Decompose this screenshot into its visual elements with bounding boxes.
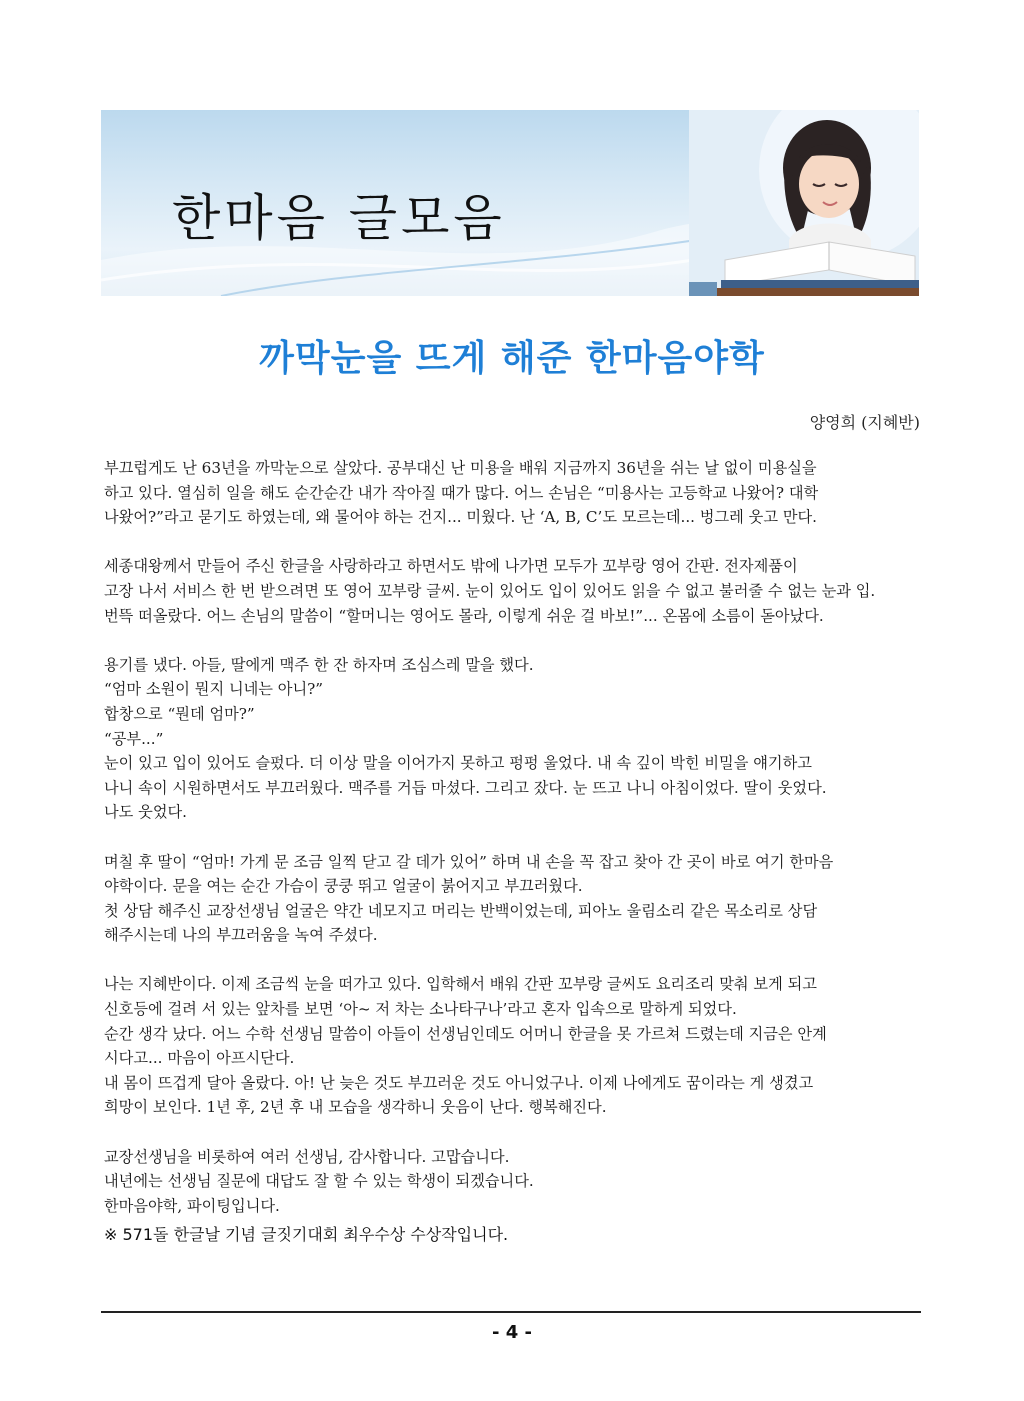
text-line: 첫 상담 해주신 교장선생님 얼굴은 약간 네모지고 머리는 반백이었는데, 피아노 울림소리 같은 목소리로 상담 — [104, 901, 818, 920]
text-line: 세종대왕께서 만들어 주신 한글을 사랑하라고 하면서도 밖에 나가면 모두가 꼬부랑 영어 간판. 전자제품이 — [104, 557, 798, 576]
text-line: 나왔어?”라고 묻기도 하였는데, 왜 물어야 하는 건지... 미웠다. 난 ‘A, B, C’도 모르는데... 벙그레 웃고 만다. — [104, 508, 817, 527]
text-line: 신호등에 걸려 서 있는 앞차를 보면 ‘아~ 저 차는 소나타구나’라고 혼자 입속으로 말하게 되었다. — [104, 1000, 737, 1019]
text-line: “엄마 소원이 뭔지 니네는 아니?” — [104, 680, 324, 699]
page-number: - 4 - — [492, 1322, 532, 1343]
author-byline: 양영희 (지혜반) — [809, 413, 920, 432]
paragraph — [104, 653, 926, 825]
text-line: 나니 속이 시원하면서도 부끄러웠다. 맥주를 거듭 마셨다. 그리고 잤다. 눈 뜨고 나니 아침이었다. 딸이 웃었다. — [104, 778, 827, 797]
text-line: 해주시는데 나의 부끄러움을 녹여 주셨다. — [104, 926, 378, 945]
text-line: 내년에는 선생님 질문에 대답도 잘 할 수 있는 학생이 되겠습니다. — [104, 1172, 534, 1191]
text-line: 내 몸이 뜨겁게 달아 올랐다. 아! 난 늦은 것도 부끄러운 것도 아니었구나. 이제 나에게도 꿈이라는 게 생겼고 — [104, 1073, 814, 1092]
text-line: 나도 웃었다. — [104, 803, 188, 822]
text-line: 한마음야학, 파이팅입니다. — [104, 1196, 280, 1215]
paragraph — [104, 1145, 926, 1219]
footer-divider — [101, 1311, 921, 1313]
paragraph — [104, 850, 926, 948]
text-line: 번뜩 떠올랐다. 어느 손님의 말씀이 “할머니는 영어도 몰라, 이렇게 쉬운 걸 바보!”... 온몸에 소름이 돋아났다. — [104, 606, 824, 625]
text-line: 용기를 냈다. 아들, 딸에게 맥주 한 잔 하자며 조심스레 말을 했다. — [104, 655, 534, 674]
award-note: ※ 571돌 한글날 기념 글짓기대회 최우수상 수상작입니다. — [104, 1225, 509, 1244]
banner-title: 한마음 글모음 — [172, 189, 506, 247]
text-line: 나는 지혜반이다. 이제 조금씩 눈을 떠가고 있다. 입학해서 배워 간판 꼬부랑 글씨도 요리조리 맞춰 보게 되고 — [104, 975, 817, 994]
text-line: 야학이다. 문을 여는 순간 가슴이 쿵쿵 뛰고 얼굴이 붉어지고 부끄러웠다. — [104, 877, 583, 896]
text-line: 희망이 보인다. 1년 후, 2년 후 내 모습을 생각하니 웃음이 난다. 행복해진다. — [104, 1098, 607, 1117]
article-title: 까막눈을 뜨게 해준 한마음야학 — [259, 338, 765, 379]
text-line: 순간 생각 났다. 어느 수학 선생님 말씀이 아들이 선생님인데도 어머니 한글을 못 가르쳐 드렸는데 지금은 안계 — [104, 1024, 827, 1043]
header-banner — [101, 110, 919, 296]
text-line: 눈이 있고 입이 있어도 슬펐다. 더 이상 말을 이어가지 못하고 펑펑 울었다. 내 속 깊이 박힌 비밀을 얘기하고 — [104, 754, 812, 773]
girl-reading-illustration — [689, 110, 919, 296]
text-line: 며칠 후 딸이 “엄마! 가게 문 조금 일찍 닫고 갈 데가 있어” 하며 내 손을 꼭 잡고 찾아 간 곳이 바로 여기 한마음 — [104, 852, 834, 871]
text-line: 부끄럽게도 난 63년을 까막눈으로 살았다. 공부대신 난 미용을 배워 지금까지 36년을 쉬는 날 없이 미용실을 — [104, 459, 817, 477]
paragraph — [104, 972, 926, 1120]
text-line: “공부...” — [104, 729, 164, 748]
paragraph — [104, 554, 926, 628]
text-line: 시다고... 마음이 아프시단다. — [104, 1049, 295, 1068]
text-line: 고장 나서 서비스 한 번 받으려면 또 영어 꼬부랑 글씨. 눈이 있어도 입이 있어도 읽을 수 없고 불러줄 수 없는 눈과 입. — [104, 581, 876, 600]
text-line: 합창으로 “뭔데 엄마?” — [104, 704, 255, 723]
text-line: 하고 있다. 열심히 일을 해도 순간순간 내가 작아질 때가 많다. 어느 손님은 “미용사는 고등학교 나왔어? 대학 — [104, 483, 819, 502]
paragraph — [104, 456, 926, 530]
article-body — [104, 456, 926, 1243]
text-line: 교장선생님을 비롯하여 여러 선생님, 감사합니다. 고맙습니다. — [104, 1147, 510, 1166]
